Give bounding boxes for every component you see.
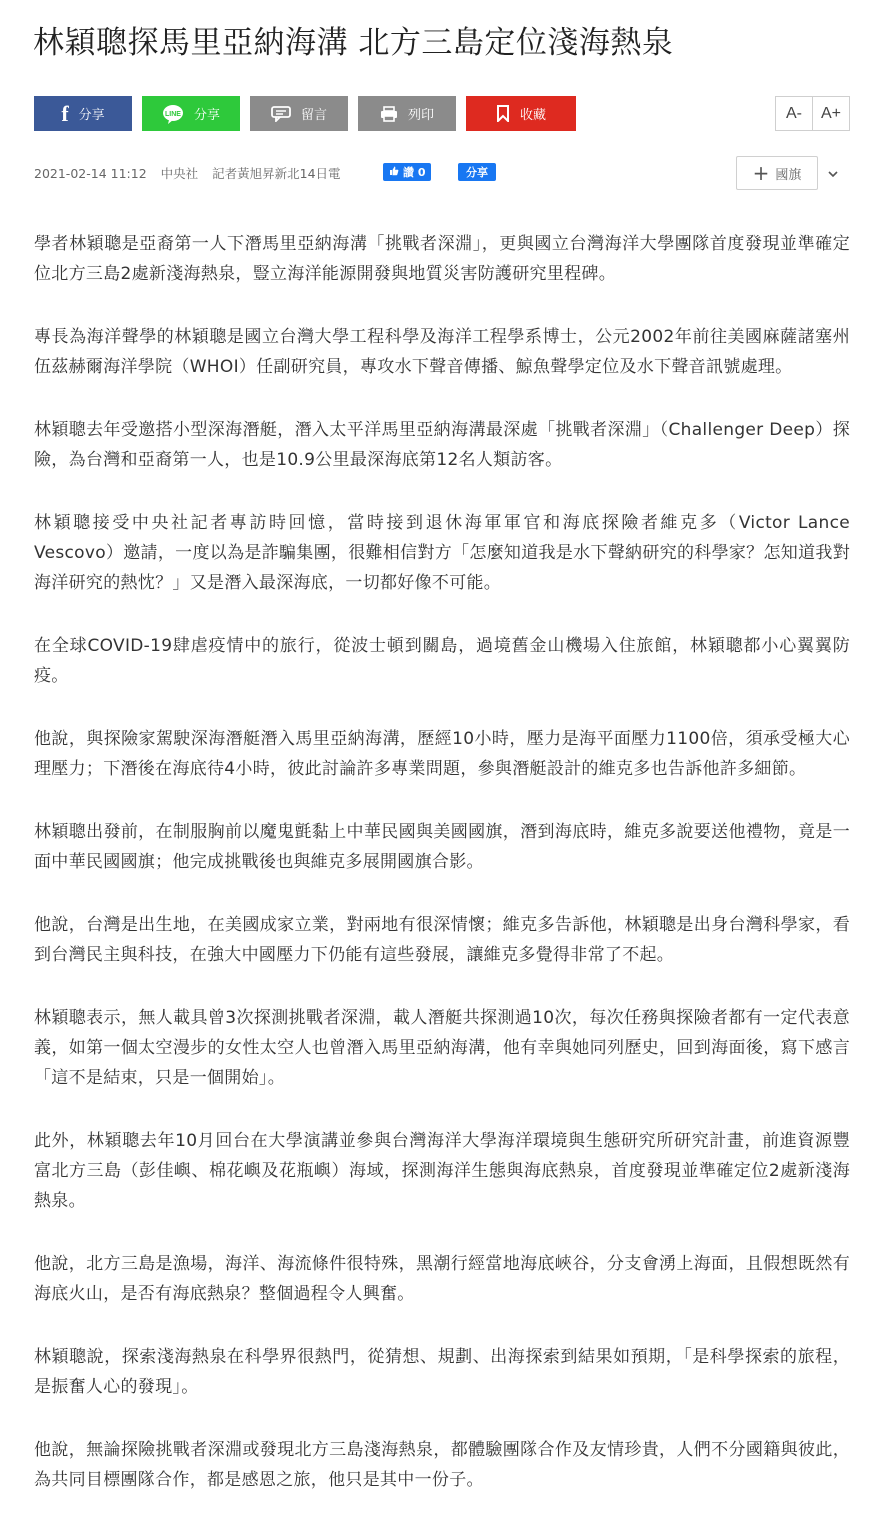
comment-button[interactable] — [250, 96, 348, 131]
article-paragraph: 他說，台灣是出生地，在美國成家立業，對兩地有很深情懷；維克多告訴他，林穎聰是出身台灣科學家，看到台灣民主與科技，在強大中國壓力下仍能有這些發展，讓維克多覺得非常了不起。 — [34, 915, 850, 965]
article-meta — [34, 164, 351, 182]
reporter-byline: 記者黃旭昇新北14日電 — [212, 166, 341, 181]
facebook-share-label: 分享 — [78, 108, 105, 123]
publish-datetime: 2021-02-14 11:12 — [34, 166, 147, 181]
comment-icon — [271, 106, 291, 122]
font-size-control — [775, 96, 850, 131]
mini-share-label: 分享 — [466, 166, 488, 179]
facebook-like-button[interactable] — [383, 163, 431, 181]
font-smaller-button[interactable]: A- — [786, 104, 802, 122]
like-count-label: 讚 0 — [403, 166, 426, 179]
article-paragraph: 他說，與探險家駕駛深海潛艇潛入馬里亞納海溝，歷經10小時，壓力是海平面壓力1100倍，須承受極大心理壓力；下潛後在海底待4小時，彼此討論許多專業問題，參與潛艇設計的維克多也告訴他許多細節。 — [34, 729, 850, 779]
news-source: 中央社 — [160, 166, 199, 181]
bookmark-icon — [496, 105, 510, 122]
printer-icon — [380, 106, 398, 122]
thumbs-up-icon — [389, 166, 399, 179]
country-flag-label: 國旗 — [775, 167, 802, 183]
article-paragraph: 林穎聰接受中央社記者專訪時回憶，當時接到退休海軍軍官和海底探險者維克多（Victor Lance Vescovo）邀請，一度以為是詐騙集團，很難相信對方「怎麼知道我是水下聲納研究的科學家？怎知道我對海洋研究的熱忱？」又是潛入最深海底，一切都好像不可能。 — [34, 513, 850, 593]
facebook-share-button[interactable] — [34, 96, 132, 131]
plus-icon: + — [752, 161, 770, 185]
print-label: 列印 — [407, 108, 434, 123]
country-flag-button[interactable] — [736, 156, 818, 190]
article-paragraph: 專長為海洋聲學的林穎聰是國立台灣大學工程科學及海洋工程學系博士，公元2002年前往美國麻薩諸塞州伍茲赫爾海洋學院（WHOI）任副研究員，專攻水下聲音傳播、鯨魚聲學定位及水下聲音訊號處理。 — [34, 327, 850, 377]
article-paragraph: 此外，林穎聰去年10月回台在大學演講並參與台灣海洋大學海洋環境與生態研究所研究計畫，前進資源豐富北方三島（彭佳嶼、棉花嶼及花瓶嶼）海域，探測海洋生態與海底熱泉，首度發現並準確定位2處新淺海熱泉。 — [34, 1131, 850, 1211]
facebook-icon: f — [61, 100, 69, 126]
article-paragraph: 他說，北方三島是漁場，海洋、海流條件很特殊，黑潮行經當地海底峽谷，分支會湧上海面，且假想既然有海底火山，是否有海底熱泉？整個過程令人興奮。 — [34, 1254, 850, 1304]
facebook-mini-share-button[interactable] — [458, 163, 496, 181]
line-share-button[interactable] — [142, 96, 240, 131]
favorite-label: 收藏 — [519, 108, 546, 123]
svg-text:LINE: LINE — [165, 110, 181, 118]
article-headline: 林穎聰探馬里亞納海溝 北方三島定位淺海熱泉 — [33, 25, 674, 61]
article-body — [34, 229, 850, 1528]
article-paragraph: 林穎聰去年受邀搭小型深海潛艇，潛入太平洋馬里亞納海溝最深處「挑戰者深淵」（Challenger Deep）探險，為台灣和亞裔第一人，也是10.9公里最深海底第12名人類訪客。 — [34, 420, 850, 470]
article-paragraph: 在全球COVID-19肆虐疫情中的旅行，從波士頓到關島，過境舊金山機場入住旅館，林穎聰都小心翼翼防疫。 — [34, 636, 850, 686]
print-button[interactable] — [358, 96, 456, 131]
favorite-button[interactable] — [466, 96, 576, 131]
chevron-down-icon[interactable] — [826, 166, 840, 180]
line-icon — [162, 104, 184, 124]
article-paragraph: 他說，無論探險挑戰者深淵或發現北方三島淺海熱泉，都體驗團隊合作及友情珍貴，人們不分國籍與彼此，為共同目標團隊合作，都是感恩之旅，他只是其中一份子。 — [34, 1440, 850, 1490]
article-paragraph: 學者林穎聰是亞裔第一人下潛馬里亞納海溝「挑戰者深淵」，更與國立台灣海洋大學團隊首度發現並準確定位北方三島2處新淺海熱泉，豎立海洋能源開發與地質災害防護研究里程碑。 — [34, 234, 850, 284]
comment-label: 留言 — [300, 108, 327, 123]
line-share-label: 分享 — [193, 108, 220, 123]
article-paragraph: 林穎聰出發前，在制服胸前以魔鬼氈黏上中華民國與美國國旗，潛到海底時，維克多說要送他禮物，竟是一面中華民國國旗；他完成挑戰後也與維克多展開國旗合影。 — [34, 822, 850, 872]
article-paragraph: 林穎聰說，探索淺海熱泉在科學界很熱門，從猜想、規劃、出海探索到結果如預期，「是科學探索的旅程，是振奮人心的發現」。 — [34, 1347, 850, 1397]
font-larger-button[interactable]: A+ — [812, 97, 849, 130]
article-paragraph: 林穎聰表示，無人載具曾3次探測挑戰者深淵，載人潛艇共探測過10次，每次任務與探險者都有一定代表意義，如第一個太空漫步的女性太空人也曾潛入馬里亞納海溝，他有幸與她同列歷史，回到海面後，寫下感言「這不是結束，只是一個開始」。 — [34, 1008, 850, 1088]
